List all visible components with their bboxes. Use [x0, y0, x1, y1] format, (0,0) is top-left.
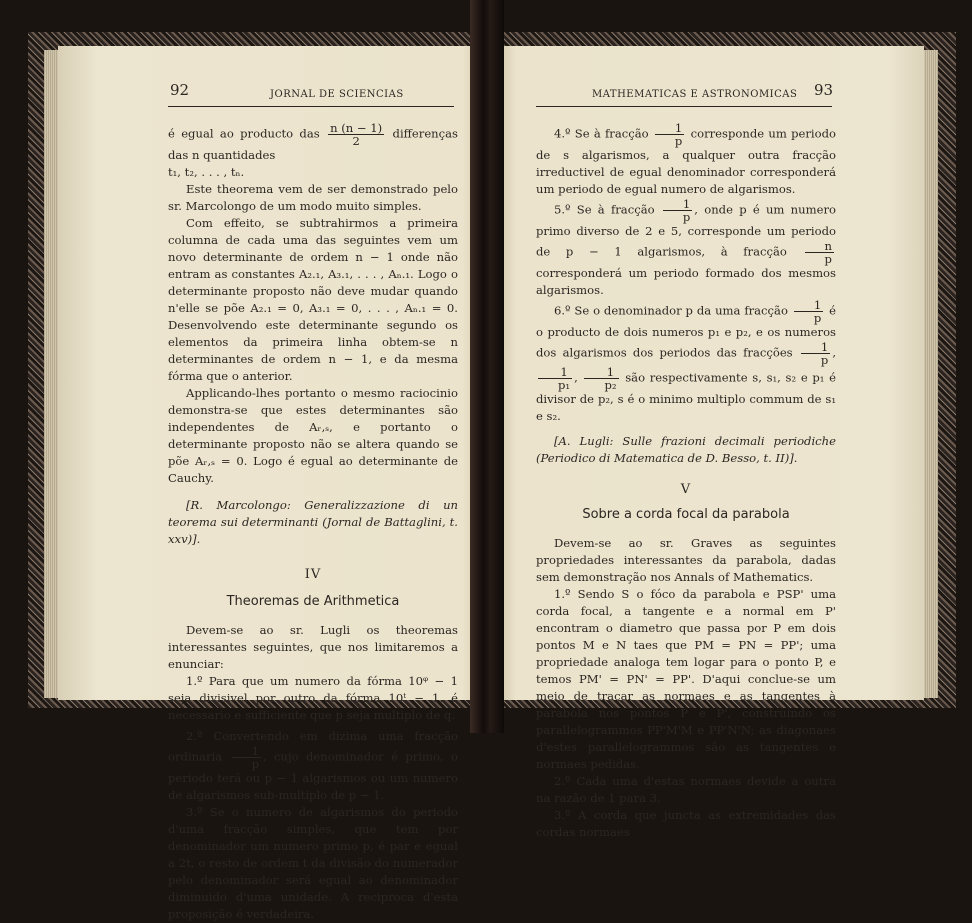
fraction: $\frac{1}{p}$ [232, 745, 261, 770]
paragraph: Este theorema vem de ser demonstrado pelo sr. Marcolongo de um modo muito simples. [168, 182, 458, 213]
section-title: Sobre a corda focal da parabola [582, 507, 790, 522]
fraction: $\frac{1}{\text{p₁}}$ [538, 366, 572, 391]
fraction: $\frac{n (n - 1)}{2}$ [330, 121, 383, 148]
list-item: 6.º Se o denominador p da uma fracção $\frac{1}{p}$ é o producto de dois numeros p₁ e p₂, e os numeros dos algarismos dos periodos das fracções $\frac{1}{p}$ , $\frac{1}{\text{p₁}}$ , $\frac{1}{\text{p₂}}$ são respectivamente s, s₁, s₂ e p₁ é divisor de p₂, s é o minimo multiplo commum de s₁ e s₂. [536, 298, 837, 423]
page-number: 93 [814, 81, 834, 99]
section-number: V [680, 482, 692, 497]
book-spine [470, 0, 504, 733]
fraction: $\frac{1}{p}$ [801, 341, 830, 366]
page-number: 92 [170, 81, 190, 99]
section-title: Theoremas de Arithmetica [226, 594, 400, 609]
header-rule [536, 106, 832, 107]
header-rule [168, 106, 454, 107]
fraction: $\frac{1}{p}$ [794, 299, 823, 324]
fraction: $\frac{n}{p}$ [805, 240, 834, 265]
list-item: 2.º Cada uma d'estas normaes devide a outra na razão de 1 para 3. [536, 774, 836, 805]
list-item: 3.º Se o numero de algarismos do periodo d'uma fracção simples, que tem por denominador um numero primo p, é par e egual a 2t, o resto de ordem t da divisão do numerador pelo denominador será egual ao denominador diminuido d'uma unidade. A reciproca d'esta proposição é verdadeira. [168, 805, 458, 921]
page-edges-right [924, 50, 938, 698]
page-edges-left [44, 50, 58, 698]
fraction: $\frac{1}{p}$ [663, 198, 692, 223]
section-number: IV [304, 567, 322, 582]
list-item: 1.º Para que um numero da fórma 10ᵠ − 1 seja divisivel por outro da fórma 10ᵗ − 1, é necessario e sufficiente que p seja multiplo de q. [168, 674, 458, 722]
paragraph: Devem-se ao sr. Lugli os theoremas interessantes seguintes, que nos limitaremos a enunciar: [168, 623, 458, 671]
fraction: $\frac{1}{\text{p₂}}$ [584, 366, 618, 391]
list-item: 3.º A corda que juncta as extremidades das cordas normaes [536, 808, 836, 839]
list-item: 2.º Convertendo em dizima uma fracção ordinaria $\frac{1}{p}$ , cujo denominador é primo, o periodo terá ou p − 1 algarismos ou um numero de algarismos sub-multiplo de p − 1. [168, 729, 458, 802]
intro-line: é egual ao producto das $\frac{n (n - 1)}{2}$ differenças das n quantidades [168, 121, 458, 162]
list-item: 4.º Se à fracção $\frac{1}{p}$ corresponde um periodo de s algarismos, a qualquer outra fracção irreductivel de egual denominador corresponderá um periodo de egual numero de algarismos. [536, 121, 837, 196]
fraction: $\frac{1}{p}$ [655, 122, 684, 147]
running-header: MATHEMATICAS E ASTRONOMICAS [592, 89, 798, 100]
left-page [58, 46, 484, 921]
reference: [A. Lugli: Sulle frazioni decimali periodiche (Periodico di Matematica de D. Besso, t. II)]. [536, 434, 836, 465]
paragraph: Com effeito, se subtrahirmos a primeira columna de cada uma das seguintes vem um novo determinante de ordem n − 1 onde não entram as constantes A₂.₁, A₃.₁, . . . , Aₙ.₁. Logo o determinante proposto não deve mudar quando n'elle se põe A₂.₁ = 0, A₃.₁ = 0, . . . , Aₙ.₁ = 0. Desenvolvendo este determinante segundo os elementos da primeira linha obtem-se n determinantes de ordem n − 1, e da mesma fórma que o anterior. [168, 216, 458, 383]
right-page [496, 46, 924, 839]
list-item: 1.º Sendo S o fóco da parabola e PSP' uma corda focal, a tangente e a normal em P' encontram o diametro que passa por P em dois pontos M e N taes que PM = PN = PP'; uma propriedade analoga tem logar para o ponto P, e temos PM' = PN' = PP'. D'aqui conclue-se um meio de traçar as normaes e as tangentes à parabola nos pontos P e P', construindo os parallelogrammos PP'M'M e PP'N'N; as diagonaes d'estes parallelogrammos são as tangentes e normaes pedidas. [536, 587, 836, 771]
intro-line-2: t₁, t₂, . . . , tₙ. [168, 165, 245, 179]
reference: [R. Marcolongo: Generalizzazione di un teorema sui determinanti (Jornal de Battaglini, t. xxv)]. [168, 498, 458, 546]
paragraph: Applicando-lhes portanto o mesmo raciocinio demonstra-se que estes determinantes são independentes de Aᵣ,ₛ, e portanto o determinante proposto não se altera quando se põe Aᵣ,ₛ = 0. Logo é egual ao determinante de Cauchy. [168, 386, 458, 485]
running-header: JORNAL DE SCIENCIAS [270, 89, 404, 100]
list-item: 5.º Se à fracção $\frac{1}{p}$ , onde p é um numero primo diverso de 2 e 5, corresponde um periodo de p − 1 algarismos, à fracção $\frac{n}{p}$ corresponderá um periodo formado dos mesmos algarismos. [536, 197, 836, 297]
text-block [168, 122, 458, 923]
text-block [536, 122, 836, 841]
paragraph: Devem-se ao sr. Graves as seguintes propriedades interessantes da parabola, dadas sem demonstração nos Annals of Mathematics. [536, 536, 836, 584]
